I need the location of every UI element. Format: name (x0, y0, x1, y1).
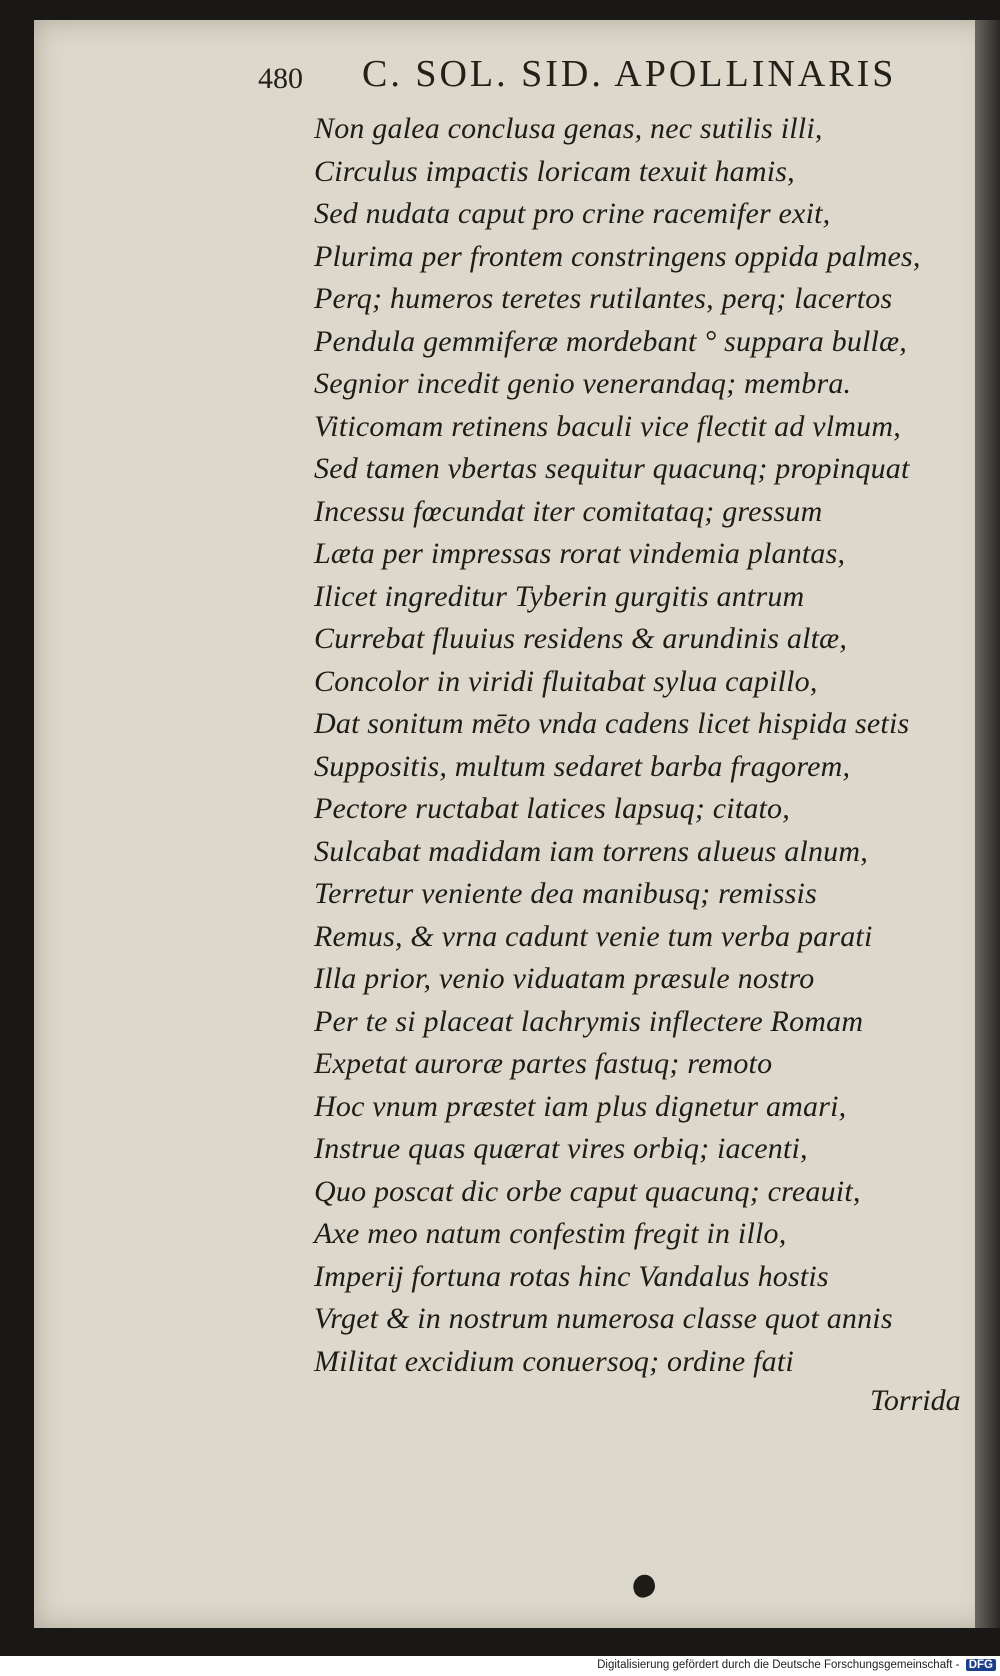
verse-line: Hoc vnum præstet iam plus dignetur amari, (314, 1089, 847, 1123)
verse-line: Per te si placeat lachrymis inflectere Romam (314, 1004, 864, 1038)
verse-line: Ilicet ingreditur Tyberin gurgitis antrum (314, 579, 805, 613)
verse-line: Sed tamen vbertas sequitur quacunq; propinquat (314, 452, 910, 485)
verse-line: Quo poscat dic orbe caput quacunq; creauit, (314, 1174, 861, 1208)
verse-line: Sed nudata caput pro crine racemifer exit, (314, 197, 831, 230)
verse-line: Expetat auroræ partes fastuq; remoto (314, 1047, 773, 1080)
running-head (258, 52, 958, 102)
verse-line: Illa prior, venio viduatam præsule nostro (314, 962, 815, 995)
verse-line: Sulcabat madidam iam torrens alueus alnum, (314, 834, 868, 868)
page-number: 480 (258, 62, 303, 95)
verse-line: Concolor in viridi fluitabat sylua capillo, (314, 664, 818, 698)
verse-line: Currebat fluuius residens & arundinis altæ, (314, 622, 848, 655)
verse-line: Militat excidium conuersoq; ordine fati (314, 1344, 794, 1378)
verse-line: Non galea conclusa genas, nec sutilis illi, (314, 112, 823, 145)
verse-line: Incessu fœcundat iter comitataq; gressum (314, 494, 823, 528)
verse-line: Imperij fortuna rotas hinc Vandalus hostis (314, 1259, 829, 1293)
verse-line: Remus, & vrna cadunt venie tum verba parati (314, 919, 873, 953)
verse-line: Instrue quas quærat vires orbiq; iacenti, (314, 1132, 808, 1165)
footer-credit-text: Digitalisierung gefördert durch die Deutsche Forschungsgemeinschaft - (597, 1659, 960, 1671)
verse-line: Plurima per frontem constringens oppida palmes, (314, 239, 921, 273)
verse-line: Læta per impressas rorat vindemia plantas, (314, 537, 846, 570)
verse-line: Viticomam retinens baculi vice flectit ad vlmum, (314, 409, 901, 443)
verse-line: Terretur veniente dea manibusq; remissis (314, 877, 817, 910)
running-title: C. SOL. SID. APOLLINARIS (362, 53, 897, 95)
verse-line: Vrget & in nostrum numerosa classe quot annis (314, 1302, 893, 1335)
verse-list (314, 108, 994, 1383)
footer-credit (597, 1659, 996, 1671)
verse-line: Axe meo natum confestim fregit in illo, (314, 1217, 787, 1250)
catchword: Torrida (870, 1384, 961, 1417)
dfg-logo: DFG (966, 1659, 996, 1671)
verse-line: Pendula gemmiferæ mordebant ° suppara bullæ, (314, 324, 907, 358)
verse-line: Circulus impactis loricam texuit hamis, (314, 154, 795, 188)
verse-line: Suppositis, multum sedaret barba fragorem, (314, 749, 851, 783)
verse-line: Segnior incedit genio venerandaq; membra. (314, 367, 852, 400)
verse-line: Dat sonitum mēto vnda cadens licet hispida setis (314, 707, 910, 740)
verse-line: Perq; humeros teretes rutilantes, perq; lacertos (314, 282, 893, 315)
verse-line: Pectore ructabat latices lapsuq; citato, (314, 792, 790, 825)
